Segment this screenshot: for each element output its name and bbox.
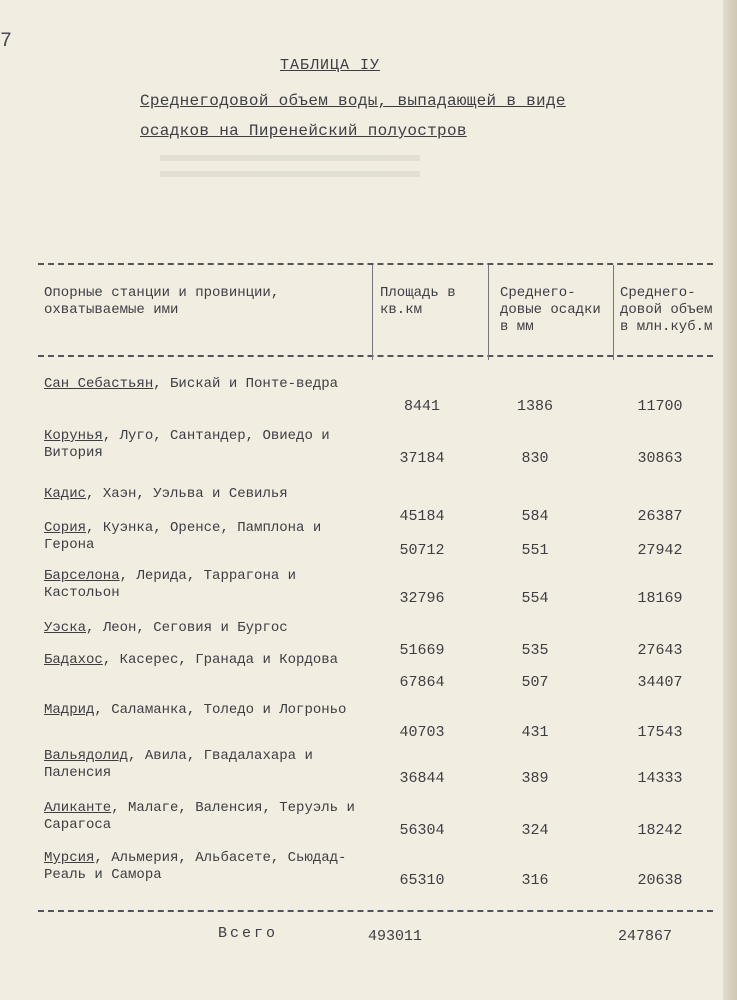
cell-area: 8441 — [403, 398, 440, 415]
header-stations: Опорные станции и провинции, охватываемые ими — [44, 285, 280, 318]
row-stations — [44, 568, 364, 602]
station-name: Сория — [44, 520, 87, 536]
total-volume: 247867 — [618, 928, 673, 945]
row-stations — [44, 620, 364, 637]
row-stations — [44, 702, 364, 719]
provinces: , Лерида, Таррагона и Кастольон — [44, 568, 297, 601]
cell-area: 36844 — [399, 770, 445, 787]
row-stations — [44, 486, 364, 503]
cell-precipitation: 324 — [521, 822, 549, 839]
row-stations — [44, 800, 364, 834]
header-precipitation: Среднего-довые осадки в мм — [500, 285, 601, 335]
row-stations — [44, 652, 364, 669]
cell-area: 51669 — [399, 642, 445, 659]
station-name: Сан Себастьян — [44, 376, 154, 392]
cell-precipitation: 554 — [521, 590, 549, 607]
provinces: , Хаэн, Уэльва и Севилья — [86, 486, 288, 502]
provinces: , Альмерия, Альбасете, Сьюдад-Реаль и Самора — [44, 850, 347, 883]
station-name: Мурсия — [44, 850, 95, 866]
row-stations — [44, 376, 364, 393]
cell-precipitation: 316 — [521, 872, 549, 889]
cell-precipitation: 830 — [521, 450, 549, 467]
cell-precipitation: 584 — [521, 508, 549, 525]
header-volume: Среднего-довой объем в млн.куб.м — [620, 285, 713, 335]
cell-area: 32796 — [399, 590, 445, 607]
cell-volume: 30863 — [637, 450, 683, 467]
margin-mark: 7 — [0, 30, 13, 53]
provinces: , Авила, Гвадалахара и Паленсия — [44, 748, 313, 781]
station-name: Корунья — [44, 428, 103, 444]
cell-area: 65310 — [399, 872, 445, 889]
station-name: Барселона — [44, 568, 120, 584]
total-label: Всего — [218, 925, 279, 942]
cell-volume: 27942 — [637, 542, 683, 559]
provinces: , Малаге, Валенсия, Теруэль и Сарагоса — [44, 800, 355, 833]
station-name: Аликанте — [44, 800, 112, 816]
station-name: Вальядолид — [44, 748, 129, 764]
station-name: Кадис — [44, 486, 87, 502]
provinces: , Леон, Сеговия и Бургос — [86, 620, 288, 636]
table-title: ТАБЛИЦА IУ — [279, 57, 380, 74]
cell-volume: 27643 — [637, 642, 683, 659]
cell-precipitation: 507 — [521, 674, 549, 691]
footer-rule — [38, 910, 713, 912]
cell-volume: 18169 — [637, 590, 683, 607]
show-through-text — [160, 155, 420, 187]
station-name: Бадахос — [44, 652, 103, 668]
provinces: , Саламанка, Толедо и Логроньо — [94, 702, 347, 718]
cell-area: 45184 — [399, 508, 445, 525]
cell-volume: 11700 — [637, 398, 683, 415]
cell-precipitation: 551 — [521, 542, 549, 559]
provinces: , Бискай и Понте-ведра — [153, 376, 339, 392]
cell-area: 67864 — [399, 674, 445, 691]
column-divider — [488, 265, 489, 360]
row-stations — [44, 520, 364, 554]
row-stations — [44, 850, 364, 884]
header-area: Площадь в кв.км — [380, 285, 456, 318]
station-name: Уэска — [44, 620, 87, 636]
cell-precipitation: 431 — [521, 724, 549, 741]
page-edge — [723, 0, 737, 1000]
column-divider — [613, 265, 614, 360]
cell-precipitation: 1386 — [516, 398, 553, 415]
provinces: , Луго, Сантандер, Овиедо и Витория — [44, 428, 330, 461]
cell-area: 50712 — [399, 542, 445, 559]
row-stations — [44, 748, 364, 782]
cell-volume: 20638 — [637, 872, 683, 889]
provinces: , Куэнка, Оренсе, Памплона и Герона — [44, 520, 322, 553]
cell-area: 40703 — [399, 724, 445, 741]
header-top-rule — [38, 263, 713, 265]
provinces: , Касерес, Гранада и Кордова — [102, 652, 339, 668]
table-subtitle: Среднегодовой объем воды, выпадающей в виде осадков на Пиренейский полуостров — [140, 92, 566, 140]
cell-volume: 14333 — [637, 770, 683, 787]
cell-volume: 34407 — [637, 674, 683, 691]
row-stations — [44, 428, 364, 462]
cell-volume: 26387 — [637, 508, 683, 525]
cell-volume: 18242 — [637, 822, 683, 839]
cell-precipitation: 535 — [521, 642, 549, 659]
station-name: Мадрид — [44, 702, 95, 718]
column-divider — [372, 265, 373, 360]
cell-precipitation: 389 — [521, 770, 549, 787]
cell-area: 56304 — [399, 822, 445, 839]
cell-volume: 17543 — [637, 724, 683, 741]
header-bottom-rule — [38, 355, 713, 357]
total-area: 493011 — [368, 928, 423, 945]
cell-area: 37184 — [399, 450, 445, 467]
